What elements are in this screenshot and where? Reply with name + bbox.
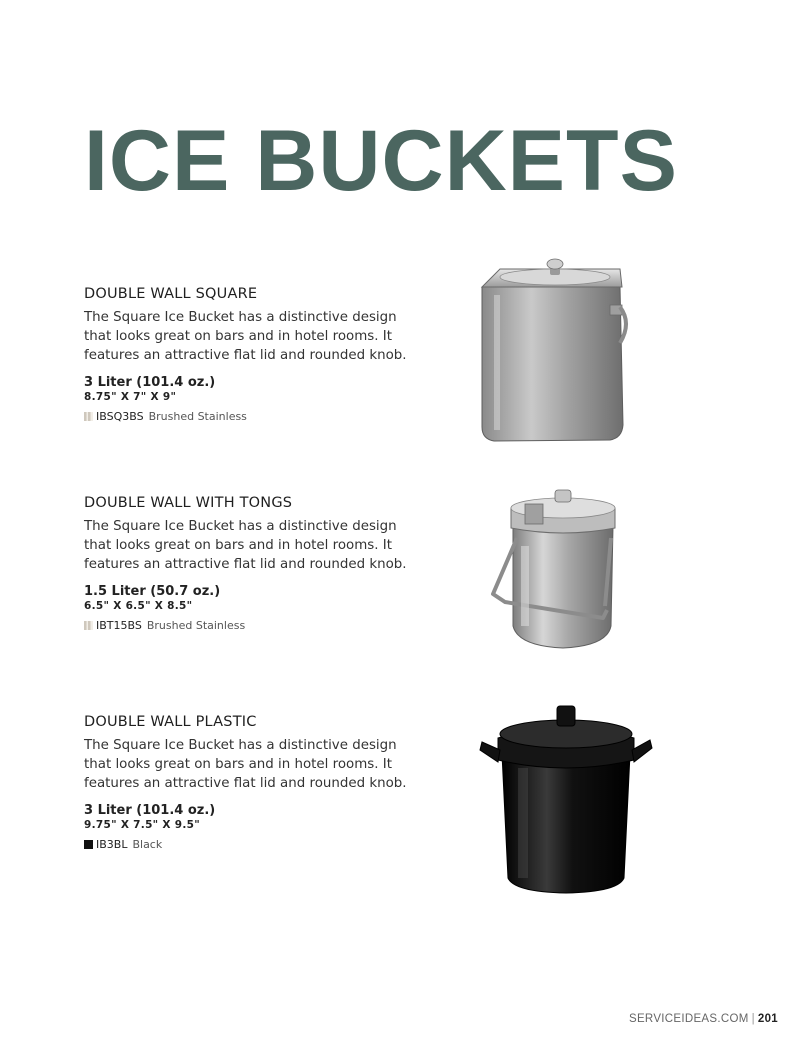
product-sku: IB3BL bbox=[96, 838, 128, 851]
product-name: DOUBLE WALL PLASTIC bbox=[84, 714, 257, 730]
website-link[interactable]: SERVICEIDEAS.COM bbox=[628, 1013, 749, 1025]
product-dimensions: 8.75" X 7" X 9" bbox=[84, 391, 177, 403]
product-finish: Brushed Stainless bbox=[146, 619, 246, 632]
product-square bbox=[84, 286, 414, 423]
sku-line bbox=[84, 838, 414, 851]
product-capacity: 3 Liter (101.4 oz.) bbox=[84, 803, 216, 818]
product-description: The Square Ice Bucket has a distinctive design that looks great on bars and in hotel rooms. It features an attractive flat lid and rounded knob. bbox=[84, 738, 407, 791]
sku-line bbox=[84, 619, 414, 632]
page-number: 201 bbox=[757, 1013, 778, 1025]
product-name: DOUBLE WALL SQUARE bbox=[84, 286, 258, 302]
product-description: The Square Ice Bucket has a distinctive design that looks great on bars and in hotel rooms. It features an attractive flat lid and rounded knob. bbox=[84, 310, 407, 363]
product-dimensions: 6.5" X 6.5" X 8.5" bbox=[84, 600, 193, 612]
square-ice-bucket-image bbox=[470, 255, 640, 450]
color-swatch-icon bbox=[84, 621, 93, 630]
product-finish: Black bbox=[132, 838, 163, 851]
product-plastic bbox=[84, 714, 414, 851]
product-name: DOUBLE WALL WITH TONGS bbox=[84, 495, 293, 511]
product-capacity: 1.5 Liter (50.7 oz.) bbox=[84, 584, 221, 599]
product-description: The Square Ice Bucket has a distinctive design that looks great on bars and in hotel rooms. It features an attractive flat lid and rounded knob. bbox=[84, 519, 407, 572]
footer-separator: | bbox=[751, 1013, 755, 1025]
color-swatch-icon bbox=[84, 840, 93, 849]
product-tongs bbox=[84, 495, 414, 632]
color-swatch-icon bbox=[84, 412, 93, 421]
product-capacity: 3 Liter (101.4 oz.) bbox=[84, 375, 216, 390]
product-finish: Brushed Stainless bbox=[148, 410, 247, 423]
black-plastic-ice-bucket-image bbox=[478, 702, 656, 897]
product-dimensions: 9.75" X 7.5" X 9.5" bbox=[84, 819, 201, 831]
product-sku: IBSQ3BS bbox=[96, 410, 144, 423]
page-title: ICE BUCKETS bbox=[84, 113, 678, 209]
product-sku: IBT15BS bbox=[96, 619, 142, 632]
round-ice-bucket-image bbox=[485, 486, 620, 656]
sku-line bbox=[84, 410, 414, 423]
page-footer bbox=[629, 1013, 778, 1025]
